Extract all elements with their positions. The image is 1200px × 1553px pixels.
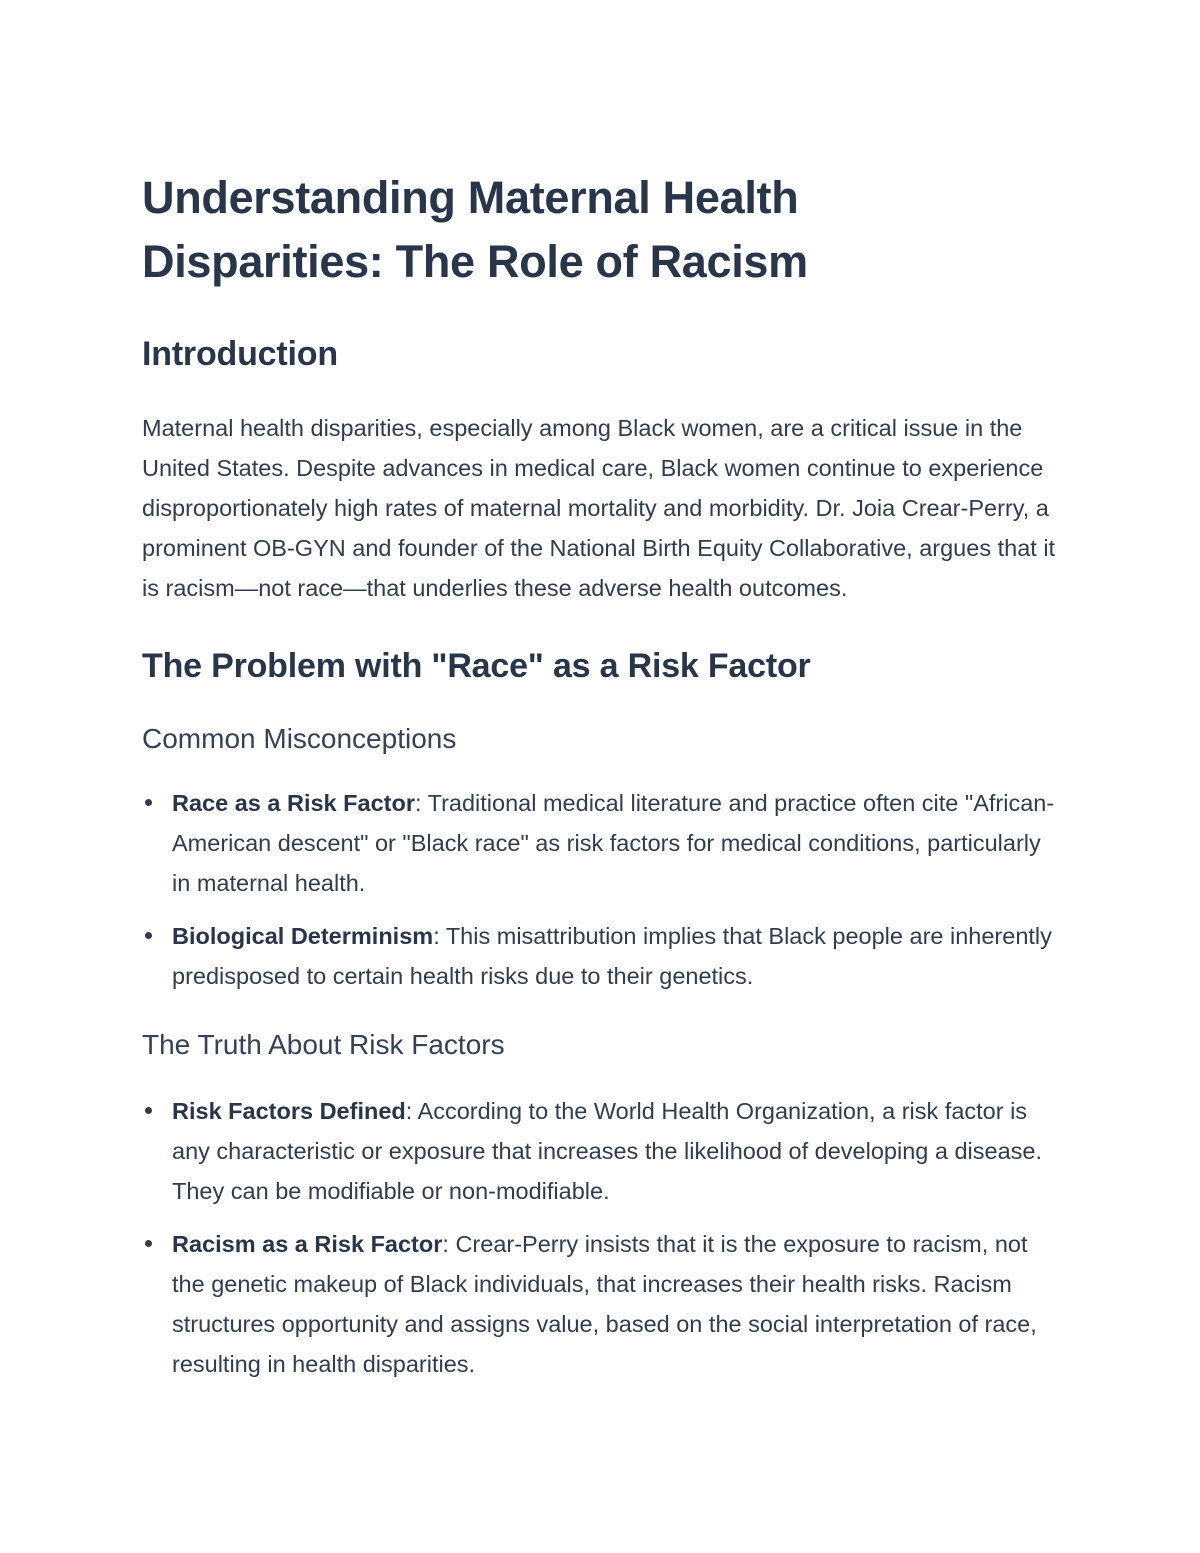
- list-item-term: Race as a Risk Factor: [172, 790, 415, 816]
- misconceptions-list: [142, 783, 1062, 996]
- bullet-icon: [145, 932, 152, 939]
- list-item-term: Biological Determinism: [172, 923, 434, 949]
- bullet-icon: [145, 799, 152, 806]
- list-item-text: : According to the World Health Organization, a risk factor is any characteristic or exposure that increases the likelihood of developing a disease. They can be modifiable or non-modifiable.: [172, 1098, 1043, 1204]
- misconceptions-heading: Common Misconceptions: [142, 723, 457, 754]
- list-item-text: : This misattribution implies that Black people are inherently predisposed to certain health risks due to their genetics.: [172, 923, 1052, 989]
- bullet-icon: [145, 1240, 152, 1247]
- list-item-term: Risk Factors Defined: [172, 1098, 406, 1124]
- list-item: [142, 1091, 1062, 1211]
- title-line-1: Understanding Maternal Health: [142, 172, 799, 223]
- list-item: [142, 1224, 1062, 1384]
- list-item-term: Racism as a Risk Factor: [172, 1231, 443, 1257]
- list-item: [142, 783, 1062, 903]
- document-page: [142, 166, 1062, 1384]
- introduction-heading: Introduction: [142, 335, 338, 373]
- list-item: [142, 916, 1062, 996]
- title-line-2: Disparities: The Role of Racism: [142, 236, 808, 287]
- introduction-paragraph: Maternal health disparities, especially among Black women, are a critical issue in the United States. Despite advances in medical care, Black women continue to experience disproportionately high rates of maternal mortality and morbidity. Dr. Joia Crear-Perry, a prominent OB-GYN and founder of the National Birth Equity Collaborative, argues that it is racism—not race—that underlies these adverse health outcomes.: [142, 415, 1056, 601]
- truth-heading: The Truth About Risk Factors: [142, 1029, 505, 1060]
- truth-list: [142, 1091, 1062, 1384]
- list-item-text: : Crear-Perry insists that it is the exposure to racism, not the genetic makeup of Black individuals, that increases their health risks. Racism structures opportunity and assigns value, based on the social interpretation of race, resulting in health disparities.: [172, 1231, 1037, 1377]
- problem-section-heading: The Problem with "Race" as a Risk Factor: [142, 647, 811, 685]
- list-item-text: : Traditional medical literature and practice often cite "African-American descent" or "Black race" as risk factors for medical conditions, particularly in maternal health.: [172, 790, 1055, 896]
- document-title: [142, 166, 1062, 294]
- bullet-icon: [145, 1107, 152, 1114]
